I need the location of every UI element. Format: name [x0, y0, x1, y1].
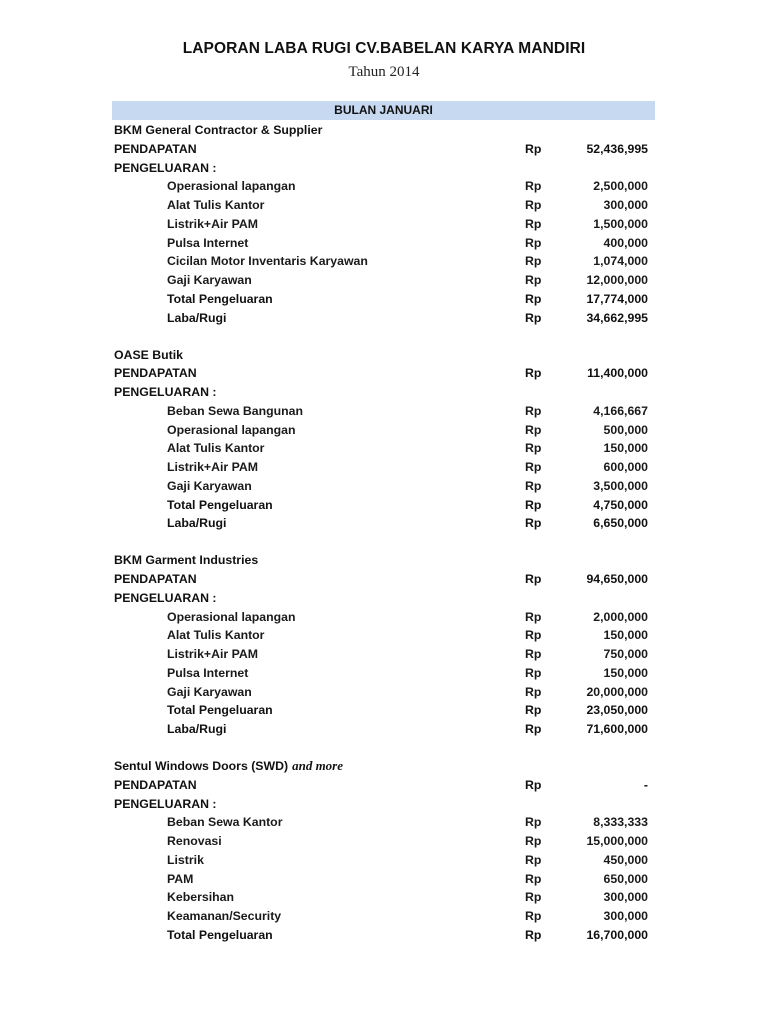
expense-amount: 500,000 — [603, 422, 648, 437]
report-year: Tahun 2014 — [348, 64, 420, 80]
expense-row — [0, 421, 768, 440]
currency: Rp — [525, 834, 542, 848]
profit-loss-row — [0, 720, 768, 739]
expense-label: Cicilan Motor Inventaris Karyawan — [167, 254, 368, 269]
currency: Rp — [525, 572, 542, 586]
expense-row — [0, 234, 768, 253]
section-spacer — [0, 533, 768, 551]
expense-label: Listrik — [167, 852, 204, 867]
expense-amount: 300,000 — [603, 909, 648, 923]
currency: Rp — [525, 441, 542, 456]
currency: Rp — [525, 460, 542, 474]
section-bkm-garment-industries — [0, 551, 768, 739]
expense-label: Gaji Karyawan — [167, 478, 252, 493]
currency: Rp — [525, 403, 542, 418]
currency: Rp — [525, 871, 542, 886]
expense-label: Listrik+Air PAM — [167, 647, 258, 661]
section-name: BKM General Contractor & Supplier — [114, 123, 323, 137]
currency: Rp — [525, 291, 542, 306]
expense-row — [0, 271, 768, 290]
revenue-label: PENDAPATAN — [114, 141, 197, 156]
expense-amount: 600,000 — [603, 460, 648, 474]
expense-amount: 1,500,000 — [593, 216, 648, 231]
month-header: BULAN JANUARI — [112, 101, 655, 120]
section-bkm-general-contractor — [0, 121, 768, 327]
expense-amount: 150,000 — [603, 441, 648, 456]
currency: Rp — [525, 927, 542, 942]
currency: Rp — [525, 366, 542, 381]
currency: Rp — [525, 310, 542, 325]
profit-loss-label: Laba/Rugi — [167, 310, 227, 325]
currency: Rp — [525, 777, 542, 792]
currency: Rp — [525, 647, 542, 661]
expense-label: Operasional lapangan — [167, 422, 296, 437]
expense-row — [0, 177, 768, 196]
expense-row — [0, 402, 768, 421]
expense-row — [0, 252, 768, 271]
currency: Rp — [525, 216, 542, 231]
revenue-amount: 11,400,000 — [587, 366, 648, 381]
section-name: BKM Garment Industries — [114, 553, 259, 568]
expense-label: Beban Sewa Kantor — [167, 815, 283, 830]
expenses-header-row — [0, 795, 768, 814]
section-sentul-windows-doors — [0, 757, 768, 945]
expense-row — [0, 664, 768, 683]
expense-row — [0, 608, 768, 627]
expense-label: Beban Sewa Bangunan — [167, 403, 303, 418]
expense-amount: 2,000,000 — [593, 609, 648, 624]
expense-amount: 15,000,000 — [586, 834, 648, 848]
section-oase-butik — [0, 346, 768, 534]
total-expenses-label: Total Pengeluaran — [167, 291, 273, 306]
section-spacer — [0, 327, 768, 345]
total-expenses-amount: 23,050,000 — [586, 703, 648, 718]
expense-row — [0, 870, 768, 889]
currency: Rp — [525, 235, 542, 250]
revenue-amount: 52,436,995 — [586, 141, 648, 156]
total-expenses-row — [0, 290, 768, 309]
currency: Rp — [525, 141, 542, 156]
expense-row — [0, 832, 768, 851]
currency: Rp — [525, 198, 542, 212]
expense-label: Renovasi — [167, 834, 222, 848]
currency: Rp — [525, 478, 542, 493]
profit-loss-label: Laba/Rugi — [167, 722, 227, 736]
total-expenses-amount: 16,700,000 — [586, 927, 648, 942]
expense-label: Gaji Karyawan — [167, 684, 252, 699]
profit-loss-label: Laba/Rugi — [167, 516, 227, 531]
expense-amount: 300,000 — [603, 890, 648, 905]
expense-amount: 12,000,000 — [586, 273, 648, 287]
expenses-header-row — [0, 383, 768, 402]
currency: Rp — [525, 890, 542, 905]
section-name-row — [0, 551, 768, 570]
currency: Rp — [525, 516, 542, 531]
expense-amount: 2,500,000 — [593, 179, 648, 194]
profit-loss-amount: 34,662,995 — [586, 310, 648, 325]
expense-row — [0, 645, 768, 664]
profit-loss-amount: 71,600,000 — [586, 722, 648, 736]
expense-row — [0, 626, 768, 645]
expense-label: Kebersihan — [167, 890, 234, 905]
currency: Rp — [525, 909, 542, 923]
revenue-row — [0, 140, 768, 159]
total-expenses-row — [0, 926, 768, 945]
expenses-label: PENGELUARAN : — [114, 160, 217, 175]
expense-label: Alat Tulis Kantor — [167, 628, 265, 643]
expense-amount: 20,000,000 — [586, 684, 648, 699]
profit-loss-row — [0, 514, 768, 533]
expense-label: Alat Tulis Kantor — [167, 198, 265, 212]
currency: Rp — [525, 497, 542, 512]
expense-amount: 1,074,000 — [593, 254, 648, 269]
expense-amount: 3,500,000 — [593, 478, 648, 493]
currency: Rp — [525, 815, 542, 830]
expenses-label: PENGELUARAN : — [114, 385, 217, 399]
currency: Rp — [525, 703, 542, 718]
expense-row — [0, 907, 768, 926]
expense-label: Alat Tulis Kantor — [167, 441, 265, 456]
expense-row — [0, 851, 768, 870]
expense-amount: 150,000 — [603, 628, 648, 643]
currency: Rp — [525, 684, 542, 699]
currency: Rp — [525, 422, 542, 437]
revenue-label: PENDAPATAN — [114, 777, 197, 792]
expense-amount: 750,000 — [603, 647, 648, 661]
expense-amount: 8,333,333 — [593, 815, 648, 830]
section-name-row — [0, 346, 768, 365]
section-tagline: and more — [292, 758, 344, 773]
expense-row — [0, 683, 768, 702]
section-name: Sentul Windows Doors (SWD) — [114, 759, 289, 773]
expense-row — [0, 215, 768, 234]
expense-label: Pulsa Internet — [167, 235, 249, 250]
expense-row — [0, 477, 768, 496]
expense-row — [0, 813, 768, 832]
revenue-row — [0, 364, 768, 383]
profit-loss-row — [0, 309, 768, 328]
currency: Rp — [525, 852, 542, 867]
revenue-label: PENDAPATAN — [114, 572, 197, 586]
section-name-row — [0, 757, 768, 776]
total-expenses-amount: 4,750,000 — [593, 497, 648, 512]
expenses-header-row — [0, 589, 768, 608]
expenses-label: PENGELUARAN : — [114, 590, 217, 605]
expense-amount: 300,000 — [603, 198, 648, 212]
currency: Rp — [525, 273, 542, 287]
revenue-row — [0, 776, 768, 795]
expenses-label: PENGELUARAN : — [114, 796, 217, 811]
expense-label: PAM — [167, 871, 194, 886]
expense-row — [0, 888, 768, 907]
expense-amount: 450,000 — [603, 852, 648, 867]
expense-amount: 150,000 — [603, 665, 648, 680]
currency: Rp — [525, 722, 542, 736]
expense-label: Operasional lapangan — [167, 179, 296, 194]
total-expenses-label: Total Pengeluaran — [167, 497, 273, 512]
currency: Rp — [525, 179, 542, 194]
expense-amount: 400,000 — [603, 235, 648, 250]
expense-amount: 650,000 — [603, 871, 648, 886]
revenue-amount: 94,650,000 — [586, 572, 648, 586]
expense-row — [0, 196, 768, 215]
expense-label: Gaji Karyawan — [167, 273, 252, 287]
currency: Rp — [525, 665, 542, 680]
currency: Rp — [525, 609, 542, 624]
total-expenses-label: Total Pengeluaran — [167, 927, 273, 942]
section-name: OASE Butik — [114, 347, 184, 362]
currency: Rp — [525, 628, 542, 643]
total-expenses-amount: 17,774,000 — [586, 291, 648, 306]
expenses-header-row — [0, 159, 768, 178]
profit-loss-amount: 6,650,000 — [593, 516, 648, 531]
expense-label: Keamanan/Security — [167, 909, 282, 923]
expense-label: Pulsa Internet — [167, 665, 249, 680]
revenue-label: PENDAPATAN — [114, 366, 197, 381]
expense-label: Listrik+Air PAM — [167, 216, 258, 231]
section-name-row — [0, 121, 768, 140]
expense-row — [0, 439, 768, 458]
expense-label: Operasional lapangan — [167, 609, 296, 624]
total-expenses-row — [0, 701, 768, 720]
income-statement — [0, 121, 768, 945]
revenue-row — [0, 570, 768, 589]
expense-row — [0, 458, 768, 477]
expense-amount: 4,166,667 — [593, 403, 648, 418]
expense-label: Listrik+Air PAM — [167, 460, 258, 474]
section-spacer — [0, 739, 768, 757]
total-expenses-label: Total Pengeluaran — [167, 703, 273, 718]
revenue-amount: - — [643, 777, 648, 792]
currency: Rp — [525, 254, 542, 269]
report-title: LAPORAN LABA RUGI CV.BABELAN KARYA MANDIRI — [182, 40, 586, 57]
total-expenses-row — [0, 496, 768, 515]
